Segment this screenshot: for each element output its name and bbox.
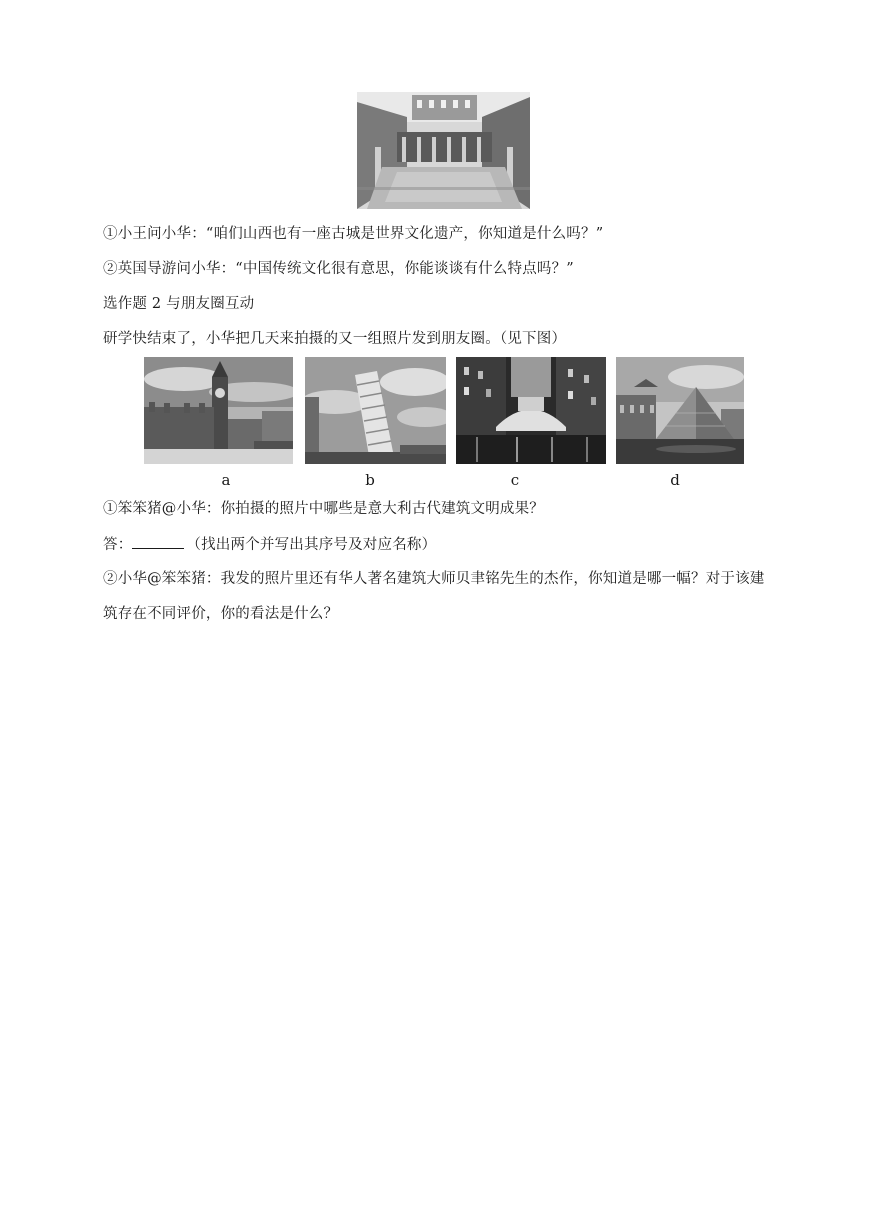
answer-hint: （找出两个并写出其序号及对应名称） xyxy=(186,537,437,553)
section-title: 选作题 2 与朋友圈互动 xyxy=(103,296,255,312)
photo-label-a: a xyxy=(221,471,231,489)
photo-label-c: c xyxy=(510,471,520,489)
question-shanxi: ①小王问小华：“咱们山西也有一座古城是世界文化遗产，你知道是什么吗？” xyxy=(103,226,604,242)
question-italy: ①笨笨猪@小华：你拍摄的照片中哪些是意大利古代建筑文明成果？ xyxy=(103,501,544,517)
answer-blank[interactable] xyxy=(132,534,184,549)
answer-prefix: 答： xyxy=(103,537,133,553)
intro-text: 研学快结束了，小华把几天来拍摄的又一组照片发到朋友圈。（见下图） xyxy=(103,331,567,347)
venice-canal-photo xyxy=(456,357,606,464)
roman-baths-photo xyxy=(357,92,530,209)
leaning-tower-photo xyxy=(305,357,446,464)
question-pei-line1: ②小华@笨笨猪：我发的照片里还有华人著名建筑大师贝聿铭先生的杰作，你知道是哪一幅？对于该建 xyxy=(103,571,765,587)
question-pei-line2: 筑存在不同评价，你的看法是什么？ xyxy=(103,606,339,622)
question-culture: ②英国导游问小华：“中国传统文化很有意思，你能谈谈有什么特点吗？” xyxy=(103,261,574,277)
answer-line xyxy=(103,534,436,555)
big-ben-photo xyxy=(144,357,293,464)
louvre-pyramid-photo xyxy=(616,357,744,464)
photo-label-d: d xyxy=(670,471,680,489)
photo-label-b: b xyxy=(365,471,375,489)
